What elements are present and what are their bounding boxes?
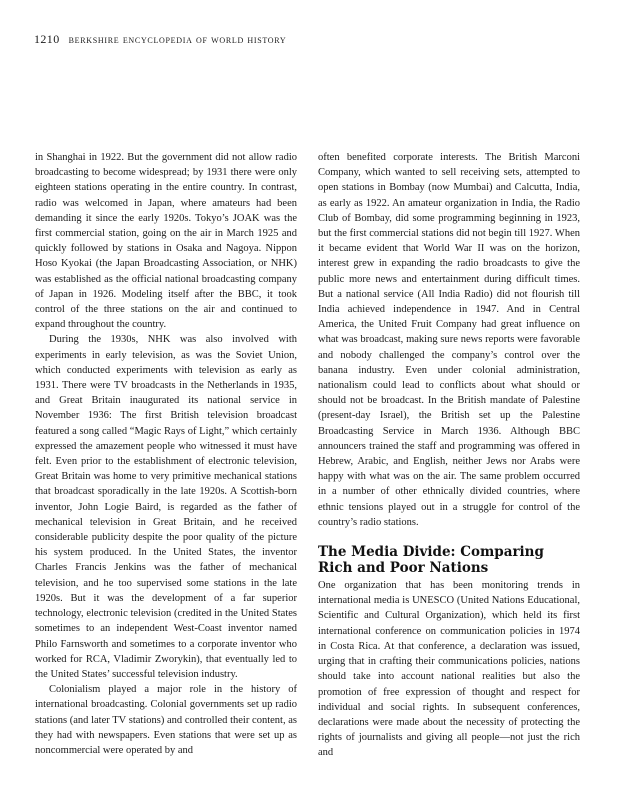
section-heading: The Media Divide: Comparing Rich and Poor Nations xyxy=(318,544,544,577)
paragraph: in Shanghai in 1922. But the government did not allow radio broadcasting to become widespread; by 1931 there were only eighteen stations operating in the entire country. In contrast, radio was welcomed in Japan, where amateurs had been demanding it since the early 1920s. Tokyo’s JOAK was the first commercial station, going on the air in March 1925 and quickly followed by stations in Osaka and Nagoya. Nippon Hoso Kyokai (the Japan Broadcasting Association, or NHK) was established as the official national broadcasting company of Japan in 1926. Modeling itself after the BBC, it took control of the three stations on the air and continued to expand throughout the country. xyxy=(35,152,297,331)
left-column xyxy=(35,150,297,758)
paragraph: Colonialism played a major role in the history of international broadcasting. Colonial governments set up radio stations (and later TV stations) and controlled their content, as they had with newspapers. Even stations that were set up as noncommercial were operated by and xyxy=(35,684,297,756)
page-number: 1210 xyxy=(34,32,60,46)
right-column xyxy=(318,150,580,761)
paragraph: One organization that has been monitoring trends in international media is UNESCO (United Nations Educational, Scientific and Cultural Organization), which held its first international conference on communication policies in 1974 in Costa Rica. At that conference, a declaration was issued, urging that in crafting their communications policies, nations should take into account national realities but also the promotion of free expression of thought and respect for individual and social rights. In subsequent conferences, declarations were made about the necessity of protecting the rights of journalists and giving all people—not just the rich and xyxy=(318,580,580,759)
paragraph: often benefited corporate interests. The British Marconi Company, which wanted to sell receiving sets, attempted to open stations in Bombay (now Mumbai) and Calcutta, India, as early as 1922. An amateur organization in India, the Radio Club of Bombay, did some programming beginning in 1923, but the first commercial stations did not begin till 1927. When it became evident that World War II was on the horizon, interest grew in expanding the radio broadcasts to give the public more news and entertainment during difficult times. But a national service (All India Radio) did not flourish till India achieved independence in 1947. And in Central America, the United Fruit Company had great influence on what was broadcast, making sure news reports were favorable and nobody challenged the company’s control over the banana industry. Even under colonial administration, nationalism could lead to conflicts about what should or should not be broadcast. In the British mandate of Palestine (present-day Israel), the British set up the Palestine Broadcasting Service in March 1936. Although BBC announcers trained the staff and programming was offered in Hebrew, Arabic, and English, neither Jews nor Arabs were happy with what was on the air. The same problem occurred in a number of other ethnically divided countries, where ethnic tensions played out in a struggle for control of the country’s radio stations. xyxy=(318,152,580,528)
book-title: berkshire encyclopedia of world history xyxy=(68,34,287,46)
paragraph: During the 1930s, NHK was also involved with experiments in early television, as was the Soviet Union, which conducted experiments with television as early as 1931. There were TV broadcasts in the Netherlands in 1935, and Great Britain inaugurated its national service in November 1936: The first British television broadcast featured a song called “Magic Rays of Light,” which certainly expressed the amazement people who witnessed it must have felt. Even prior to the establishment of electronic television, Great Britain was home to very primitive mechanical stations that broadcast sporadically in the late 1920s. A Scottish-born inventor, John Logie Baird, is regarded as the father of mechanical television in Great Britain, and he received considerable publicity despite the poor quality of the picture his system produced. In the United States, the inventor Charles Francis Jenkins was the father of mechanical television, and he too supervised some stations in the late 1920s. But it was the development of a far superior technology, electronic television (credited in the United States sometimes to an independent West-Coast inventor named Philo Farnsworth and sometimes to a corporate inventor who worked for RCA, Vladimir Zworykin), that eventually led to the United States’ successful television industry. xyxy=(35,334,297,680)
running-head xyxy=(34,32,286,47)
